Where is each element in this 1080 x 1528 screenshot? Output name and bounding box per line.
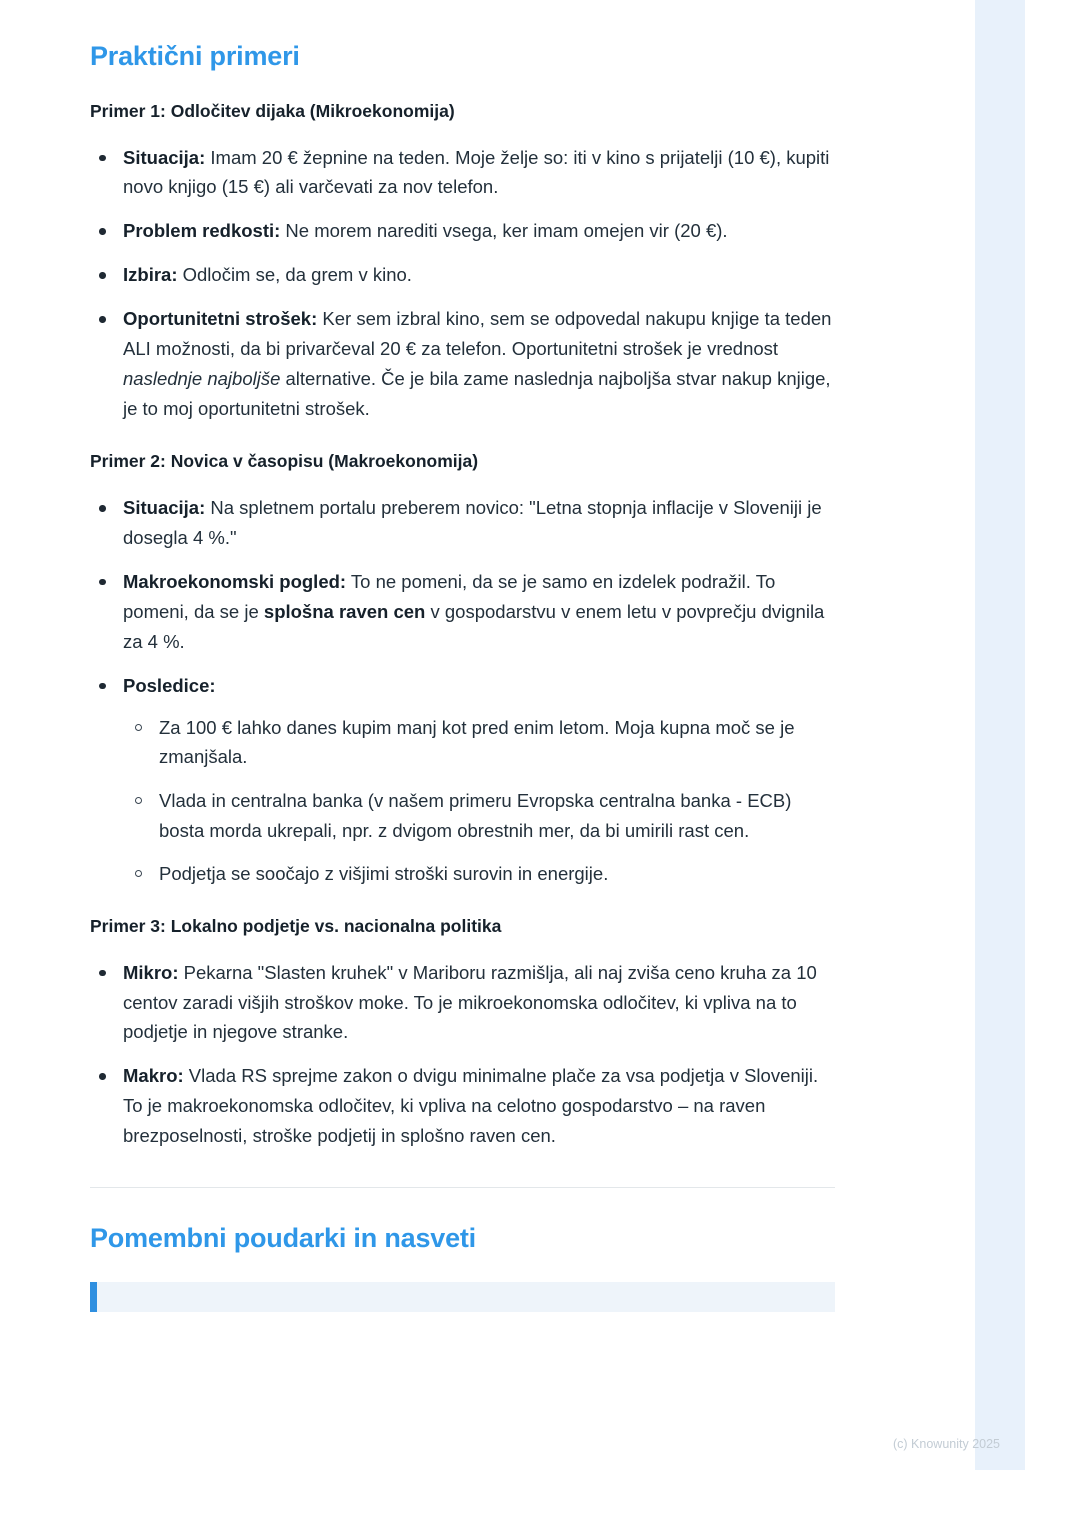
list-item <box>90 304 835 424</box>
list-item <box>90 216 835 246</box>
list-item-emphasis: naslednje najboljše <box>123 368 281 390</box>
watermark: (c) Knowunity 2025 <box>893 1437 1001 1451</box>
example-1-heading: Primer 1: Odločitev dijaka (Mikroekonomija) <box>90 100 455 121</box>
list-item-text-cont: alternative. Če je bila zame naslednja najboljša stvar nakup knjige, je to moj oportunitetni strošek. <box>123 368 831 420</box>
list-item-label: Posledice: <box>123 674 216 696</box>
list-item-label: Problem redkosti: <box>123 220 281 242</box>
list-item <box>90 958 835 1048</box>
highlight-callout <box>90 1282 835 1312</box>
list-item <box>90 1061 835 1151</box>
list-item: Podjetja se soočajo z višjimi stroški surovin in energije. <box>123 859 835 889</box>
example-2-list <box>90 493 835 889</box>
list-item-text: Ker sem izbral kino, sem se odpovedal nakupu knjige ta teden ALI možnosti, da bi privarčeval 20 € za telefon. Oportunitetni strošek je vrednost <box>123 308 832 360</box>
list-item-text: Vlada RS sprejme zakon o dvigu minimalne plače za vsa podjetja v Sloveniji. To je makroekonomska odločitev, ki vpliva na celotno gospodarstvo – na raven brezposelnosti, stroške podjetij in splošno raven cen. <box>123 1065 819 1147</box>
list-item-label: Mikro: <box>123 961 179 983</box>
list-item-label: Oportunitetni strošek: <box>123 308 318 330</box>
list-item-label: Makroekonomski pogled: <box>123 570 347 592</box>
list-item-label: Makro: <box>123 1065 184 1087</box>
document-content <box>90 40 835 1312</box>
list-item-text: Imam 20 € žepnine na teden. Moje želje so: iti v kino s prijatelji (10 €), kupiti novo knjigo (15 €) ali varčevati za nov telefon. <box>123 146 830 198</box>
list-item-text: Ne morem narediti vsega, ker imam omejen vir (20 €). <box>280 220 728 242</box>
second-section-title: Pomembni poudarki in nasveti <box>90 1223 476 1254</box>
list-item-text: Na spletnem portalu preberem novico: "Letna stopnja inflacije v Sloveniji je dosegla 4 %." <box>123 497 822 548</box>
list-item-label: Situacija: <box>123 497 206 518</box>
section-divider <box>90 1187 835 1188</box>
list-item <box>90 493 835 553</box>
list-item-label: Situacija: <box>123 146 206 168</box>
list-item-label: Izbira: <box>123 264 178 286</box>
example-3-list <box>90 958 835 1152</box>
page-side-band <box>975 0 1025 1470</box>
list-item-text: Pekarna "Slasten kruhek" v Mariboru razmišlja, ali naj zviša ceno kruha za 10 centov zaradi višjih stroškov moke. To je mikroekonomska odločitev, ki vpliva na to podjetje in njegove stranke. <box>123 961 817 1043</box>
list-item-strong: splošna raven cen <box>263 600 426 622</box>
list-item <box>90 671 835 889</box>
list-item <box>90 143 835 203</box>
list-item: Za 100 € lahko danes kupim manj kot pred enim letom. Moja kupna moč se je zmanjšala. <box>123 713 835 772</box>
page-title: Praktični primeri <box>90 41 300 71</box>
list-item-text-cont: v gospodarstvu v enem letu v povprečju dvignila za 4 %. <box>123 600 825 652</box>
example-2-heading: Primer 2: Novica v časopisu (Makroekonomija) <box>90 451 479 472</box>
list-item <box>90 260 835 290</box>
list-item-text: Odločim se, da grem v kino. <box>177 264 412 286</box>
list-item <box>90 567 835 657</box>
list-item: Vlada in centralna banka (v našem primeru Evropska centralna banka - ECB) bosta morda ukrepali, npr. z dvigom obrestnih mer, da bi umirili rast cen. <box>123 786 835 845</box>
list-item-text: To ne pomeni, da se je samo en izdelek podražil. To pomeni, da se je <box>123 570 776 622</box>
example-1-list <box>90 143 835 425</box>
consequences-sublist <box>123 713 835 889</box>
example-3-heading: Primer 3: Lokalno podjetje vs. nacionalna politika <box>90 915 502 936</box>
